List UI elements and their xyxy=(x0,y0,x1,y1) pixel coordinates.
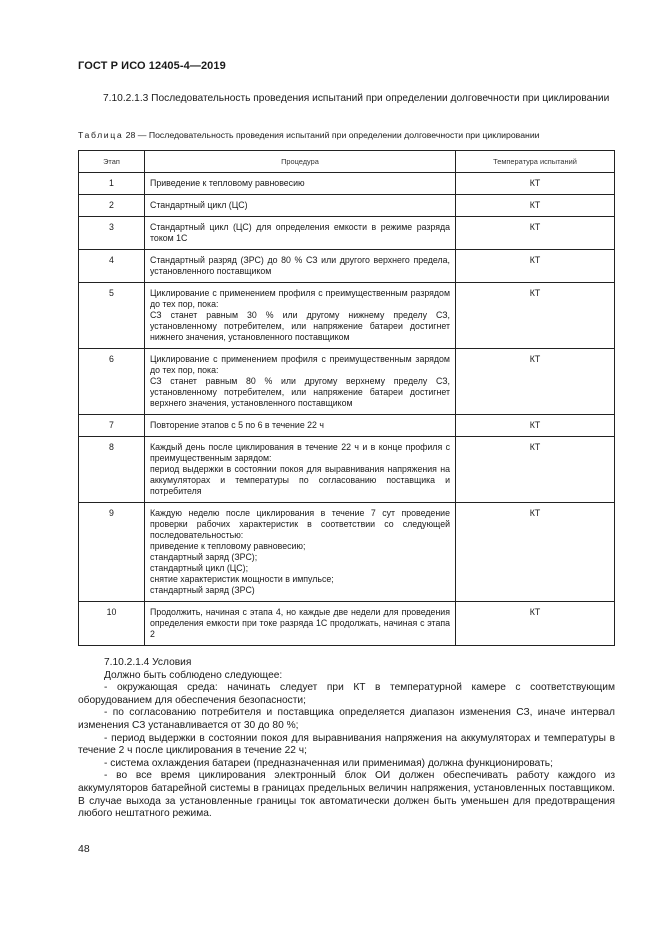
condition-item: - по согласованию потребителя и поставщика определяется диапазон изменения СЗ, иначе интервал изменения СЗ устанавливается от 30 до 80 %; xyxy=(78,707,615,731)
table-row xyxy=(79,173,615,195)
table-row xyxy=(79,250,615,283)
temperature-cell: КТ xyxy=(456,349,615,415)
temperature-cell: КТ xyxy=(456,602,615,646)
table-row xyxy=(79,602,615,646)
temperature-cell: КТ xyxy=(456,503,615,602)
section-title: 7.10.2.1.3 Последовательность проведения испытаний при определении долговечности при циклировании xyxy=(103,93,610,104)
conditions-title: 7.10.2.1.4 Условия xyxy=(104,657,192,668)
temperature-cell: КТ xyxy=(456,415,615,437)
procedure-cell xyxy=(145,503,456,602)
procedure-table xyxy=(78,150,615,646)
procedure-cell xyxy=(145,195,456,217)
step-cell: 7 xyxy=(79,415,145,437)
procedure-line: Циклирование с применением профиля с преимущественным зарядом до тех пор, пока: xyxy=(150,354,450,375)
table-header-row xyxy=(79,151,615,173)
conditions-list xyxy=(78,670,615,821)
temperature-cell: КТ xyxy=(456,437,615,503)
header-temperature: Температура испытаний xyxy=(456,151,615,173)
step-cell: 8 xyxy=(79,437,145,503)
condition-item: - окружающая среда: начинать следует при КТ в температурной камере с соответствующим оборудованием для обеспечения безопасности; xyxy=(78,682,615,706)
procedure-cell xyxy=(145,437,456,503)
table-caption-label: Таблица xyxy=(78,130,124,140)
header-procedure: Процедура xyxy=(145,151,456,173)
condition-item: - период выдержки в состоянии покоя для выравнивания напряжения на аккумуляторах и температуры в течение 2 ч после циклирования в течение 22 ч; xyxy=(78,732,615,757)
step-cell: 9 xyxy=(79,503,145,602)
document-header: ГОСТ Р ИСО 12405-4—2019 xyxy=(78,60,226,72)
conditions-intro: Должно быть соблюдено следующее: xyxy=(104,669,283,681)
procedure-cell xyxy=(145,173,456,195)
temperature-cell: КТ xyxy=(456,250,615,283)
step-cell: 6 xyxy=(79,349,145,415)
table-row xyxy=(79,195,615,217)
temperature-cell: КТ xyxy=(456,217,615,250)
table-row xyxy=(79,349,615,415)
table-caption-text: 28 — Последовательность проведения испытаний при определении долговечности при циклировании xyxy=(123,130,540,140)
procedure-line: Каждый день после циклирования в течение 22 ч и в конце профиля с преимущественным зарядом: xyxy=(150,442,450,463)
table-row xyxy=(79,217,615,250)
conditions-section xyxy=(78,657,615,821)
procedure-cell xyxy=(145,349,456,415)
procedure-line: стандартный заряд (ЗРС); xyxy=(150,552,258,562)
step-cell: 10 xyxy=(79,602,145,646)
table-row xyxy=(79,283,615,349)
procedure-line: Стандартный цикл (ЦС) для определения емкости в режиме разряда током 1С xyxy=(150,222,450,243)
procedure-line: СЗ станет равным 80 % или другому верхнему пределу СЗ, установленному потребителем, или напряжение батареи достигнет верхнего значения, установленного поставщиком xyxy=(150,376,450,408)
procedure-line: Стандартный разряд (ЗРС) до 80 % СЗ или другого верхнего предела, установленного поставщиком xyxy=(150,255,450,276)
procedure-line: Каждую неделю после циклирования в течение 7 сут проведение проверки рабочих характеристик в соответствии со следующей последовательностью: xyxy=(150,508,450,540)
procedure-line: Приведение к тепловому равновесию xyxy=(150,178,305,188)
procedure-line: период выдержки в состоянии покоя для выравнивания напряжения на аккумуляторах и температуры по согласованию поставщика и потребителя xyxy=(150,464,450,496)
step-cell: 2 xyxy=(79,195,145,217)
procedure-cell xyxy=(145,217,456,250)
procedure-line: стандартный заряд (ЗРС) xyxy=(150,585,255,595)
procedure-line: Циклирование с применением профиля с преимущественным разрядом до тех пор, пока: xyxy=(150,288,450,309)
procedure-line: Стандартный цикл (ЦС) xyxy=(150,200,248,210)
procedure-cell xyxy=(145,415,456,437)
temperature-cell: КТ xyxy=(456,283,615,349)
procedure-line: Повторение этапов с 5 по 6 в течение 22 ч xyxy=(150,420,324,430)
table-caption xyxy=(78,130,628,140)
step-cell: 1 xyxy=(79,173,145,195)
procedure-cell xyxy=(145,283,456,349)
step-cell: 4 xyxy=(79,250,145,283)
condition-item: - во все время циклирования электронный блок ОИ должен обеспечивать работу каждого из аккумуляторов батарейной системы в границах предельных величин напряжения, установленных поставщиком. В случае выхода за установленные границы ток автоматически должен быть уменьшен для предотвращения любого нештатного режима. xyxy=(78,770,615,820)
procedure-line: стандартный цикл (ЦС); xyxy=(150,563,249,573)
step-cell: 5 xyxy=(79,283,145,349)
table-row xyxy=(79,415,615,437)
procedure-cell xyxy=(145,250,456,283)
procedure-line: приведение к тепловому равновесию; xyxy=(150,541,306,551)
procedure-line: снятие характеристик мощности в импульсе; xyxy=(150,574,334,584)
temperature-cell: КТ xyxy=(456,173,615,195)
header-step: Этап xyxy=(79,151,145,173)
step-cell: 3 xyxy=(79,217,145,250)
page-number: 48 xyxy=(78,843,90,855)
procedure-line: Продолжить, начиная с этапа 4, но каждые две недели для проведения определения емкости при токе разряда 1С продолжать, начиная с этапа 2 xyxy=(150,607,450,639)
condition-item: - система охлаждения батареи (предназначенная или применимая) должна функционировать; xyxy=(104,757,553,769)
procedure-line: СЗ станет равным 30 % или другому нижнему пределу СЗ, установленному потребителем, или напряжение батареи достигнет нижнего значения, установленного поставщиком xyxy=(150,310,450,342)
table-row xyxy=(79,437,615,503)
procedure-cell xyxy=(145,602,456,646)
table-row xyxy=(79,503,615,602)
temperature-cell: КТ xyxy=(456,195,615,217)
